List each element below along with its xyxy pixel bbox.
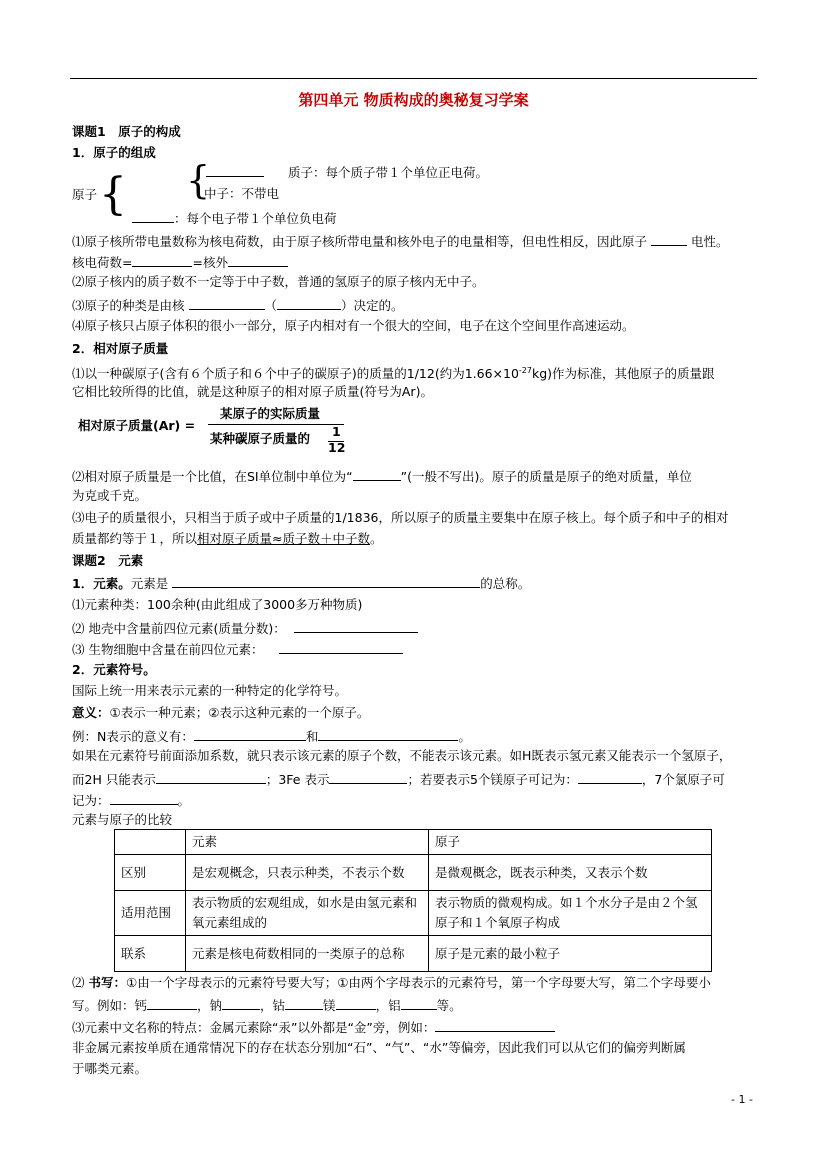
nonmetal-rule-2: 于哪类元素。	[72, 1061, 148, 1076]
crust-elements: ⑵ 地壳中含量前四位元素(质量分数)：	[72, 619, 418, 637]
table-cell: 适用范围	[115, 891, 186, 936]
comparison-table	[114, 829, 712, 972]
small-fraction-num: 1	[332, 424, 341, 439]
paragraph-2: ⑵原子核内的质子数不一定等于中子数，普通的氢原子的原子核内无中子。	[72, 274, 485, 289]
formula-left: 相对原子质量(Ar) =	[78, 418, 196, 433]
fraction-bar	[208, 424, 344, 425]
relative-mass-unit: ⑵相对原子质量是一个比值，在SI单位制中单位为“ ”(一般不写出)。原子的质量是原子的绝对质量，单位	[72, 469, 692, 484]
lesson2-heading: 课题2 元素	[72, 553, 144, 568]
writing-rule: ⑵ 书写：①由一个字母表示的元素符号要大写；①由两个字母表示的元素符号，第一个字母要大写，第二个字母要小	[72, 975, 711, 990]
table-row	[115, 891, 712, 936]
nucleus-blank	[206, 163, 264, 181]
neutron-text: 中子：不带电	[204, 186, 280, 201]
relative-mass-def: ⑴以一种碳原子(含有６个质子和６个中子的碳原子)的质量的1/12(约为$1.66\times 10^{-27}kg$)作为标准，其他原子的质量跟	[72, 366, 715, 382]
formula-numerator: 某原子的实际质量	[220, 406, 321, 421]
element-definition: 1．元素。元素是 的总称。	[72, 576, 531, 591]
cell-elements: ⑶ 生物细胞中含量在前四位元素：	[72, 640, 403, 658]
table-cell: 联系	[115, 936, 186, 972]
chlorine-record: 记为： 。	[72, 793, 191, 808]
atom-label: 原子	[72, 187, 98, 202]
paragraph-3: ⑶原子的种类是由核 （ ）决定的。	[72, 298, 404, 313]
table-row	[115, 936, 712, 972]
table-cell: 表示物质的宏观组成，如水是由氢元素和氧元素组成的	[186, 891, 429, 936]
paragraph-1-equation: 核电荷数= =核外	[72, 253, 288, 271]
table-cell: 区别	[115, 855, 186, 891]
coefficient-examples: 而2H 只能表示 ；3Fe 表示 ；若要表示5个镁原子可记为： ，7个氯原子可	[72, 772, 725, 787]
relative-mass-def-2: 它相比较所得的比值，就是这种原子的相对原子质量(符号为Ar)。	[72, 384, 433, 399]
element-count: ⑴元素种类：100余种(由此组成了3000多万种物质)	[72, 597, 363, 612]
table-cell	[115, 830, 186, 855]
table-cell: 原子	[429, 830, 712, 855]
section-atom-composition: 1．原子的组成	[72, 145, 156, 160]
proton-text: 质子：每个质子带１个单位正电荷。	[288, 165, 489, 180]
table-cell: 是宏观概念，只表示种类，不表示个数	[186, 855, 429, 891]
page-number: - 1 -	[731, 1093, 753, 1106]
paragraph-4: ⑷原子核只占原子体积的很小一部分，原子内相对有一个很大的空间，电子在这个空间里作高速运动。	[72, 318, 635, 333]
table-cell: 表示物质的微观构成。如１个水分子是由２个氢原子和１个氧原子构成	[429, 891, 712, 936]
section-relative-mass: 2．相对原子质量	[72, 341, 169, 356]
electron-line: ：每个电子带１个单位负电荷	[132, 209, 337, 227]
coefficient-text: 如果在元素符号前面添加系数，就只表示该元素的原子个数，不能表示该元素。如H既表示氢元素又能表示一个氢原子，	[72, 748, 732, 763]
table-row	[115, 855, 712, 891]
formula-denominator: 某种碳原子质量的	[210, 431, 311, 446]
outer-brace: {	[99, 169, 127, 220]
table-header-row	[115, 830, 712, 855]
table-cell: 元素	[186, 830, 429, 855]
inner-brace: {	[186, 158, 211, 202]
small-fraction-den: 12	[328, 440, 346, 455]
lesson1-heading: 课题1 原子的构成	[72, 124, 181, 139]
writing-examples: 写。例如：钙 ，钠 ，钴 镁 ，铝 等。	[72, 998, 462, 1013]
top-rule	[70, 78, 757, 79]
table-cell: 是微观概念，既表示种类，又表示个数	[429, 855, 712, 891]
relative-mass-unit-2: 为克或千克。	[72, 488, 148, 503]
electron-mass-text: ⑶电子的质量很小，只相当于质子或中子质量的1/1836，所以原子的质量主要集中在原子核上。每个质子和中子的相对	[72, 510, 729, 525]
table-cell: 元素是核电荷数相同的一类原子的总称	[186, 936, 429, 972]
paragraph-1: ⑴原子核所带电量数称为核电荷数，由于原子核所带电量和核外电子的电量相等，但电性相反，因此原子 电性。	[72, 234, 729, 249]
symbol-meaning: 意义：①表示一种元素；②表示这种元素的一个原子。	[72, 705, 370, 720]
n-meaning: 例：N表示的意义有： 和 。	[72, 729, 471, 744]
page-title: 第四单元 物质构成的奥秘复习学案	[298, 91, 529, 109]
chinese-name-rule: ⑶元素中文名称的特点：金属元素除“汞”以外都是“金”旁，例如：	[72, 1018, 555, 1036]
symbol-definition: 国际上统一用来表示元素的一种特定的化学符号。	[72, 683, 348, 698]
nonmetal-rule: 非金属元素按单质在通常情况下的存在状态分别加“石”、“气”、“水”等偏旁，因此我们可以从它们的偏旁判断属	[72, 1040, 686, 1055]
compare-title: 元素与原子的比较	[72, 812, 173, 827]
table-cell: 原子是元素的最小粒子	[429, 936, 712, 972]
electron-mass-text-2: 质量都约等于１，所以相对原子质量≈质子数＋中子数。	[72, 531, 383, 546]
section-element-symbol: 2．元素符号。	[72, 662, 156, 677]
